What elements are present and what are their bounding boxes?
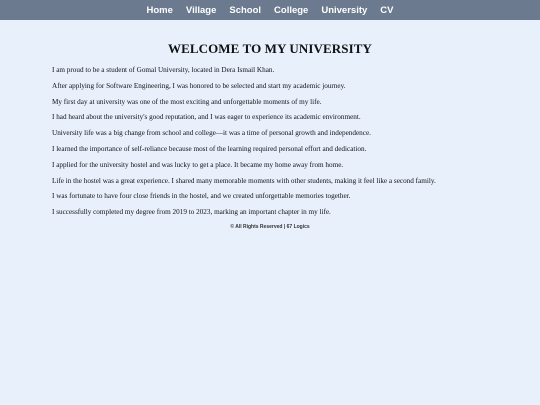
nav-link-home[interactable]: Home (146, 4, 173, 16)
paragraph: I am proud to be a student of Gomal University, located in Dera Ismail Khan. (52, 66, 275, 74)
page-title: WELCOME TO MY UNIVERSITY (167, 41, 373, 56)
nav-link-village[interactable]: Village (185, 4, 217, 16)
paragraph: I had heard about the university's good reputation, and I was eager to experience its academic environment. (52, 113, 361, 122)
paragraph: I successfully completed my degree from 2019 to 2023, marking an important chapter in my life. (52, 208, 331, 217)
nav-link-cv[interactable]: CV (380, 4, 394, 16)
paragraph: My first day at university was one of the most exciting and unforgettable moments of my life. (52, 97, 322, 106)
paragraph: After applying for Software Engineering, I was honored to be selected and start my academic journey. (52, 81, 346, 90)
paragraph: University life was a big change from school and college—it was a time of personal growth and independence. (52, 129, 371, 138)
paragraph: I was fortunate to have four close friends in the hostel, and we created unforgettable memories together. (52, 192, 351, 201)
main-content (0, 41, 540, 230)
paragraph: I applied for the university hostel and was lucky to get a place. It became my home away from home. (52, 160, 344, 169)
nav-link-university[interactable]: University (321, 4, 368, 16)
main-navbar (0, 0, 540, 20)
nav-link-school[interactable]: School (229, 4, 262, 16)
nav-link-college[interactable]: College (274, 4, 309, 16)
footer-copyright: © All Rights Reserved | 67 Logics (230, 223, 310, 230)
paragraph: Life in the hostel was a great experience. I shared many memorable moments with other students, making it feel like a second family. (52, 176, 436, 185)
paragraph: I learned the importance of self-reliance because most of the learning required personal effort and dedication. (52, 144, 367, 153)
